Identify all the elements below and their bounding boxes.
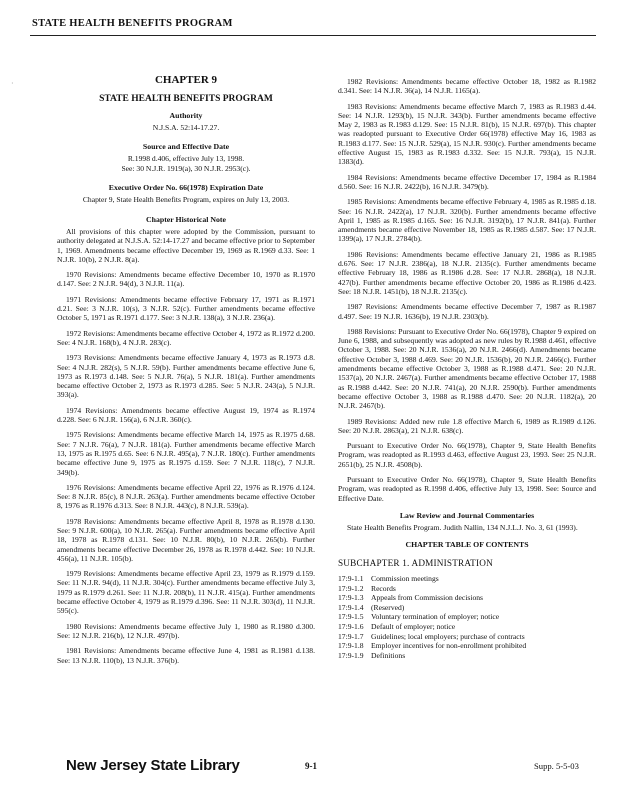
history-note: 1973 Revisions: Amendments became effective January 4, 1973 as R.1973 d.8. See: 4 N.J.R. 282(s), 5 N.J.R. 59(b). Further amendments became effective June 6, 1973 as R.1973 d.148. See: 5 N.J.R. 76(a), 5 N.J.R. 181(a). Further amendments became effective October 2, 1973 as R.1973 d.285. See: 5 N.J.R. 243(a), 5 N.J.R. 393(a). (57, 353, 315, 400)
history-note: 1975 Revisions: Amendments became effective March 14, 1975 as R.1975 d.68. See: 7 N.J.R. 76(a), 7 N.J.R. 181(a). Further amendments became effective March 13, 1975 as R.1975 d.65. See: 6 N.J.R. 495(a), 7 N.J.R. 180(c). Further amendments became effective June 9, 1975 as R.1975 d.159. See: 7 N.J.R. 118(c), 7 N.J.R. 349(b). (57, 430, 315, 477)
toc-item[interactable]: 17:9-1.7 Guidelines; local employers; purchase of contracts (338, 631, 525, 641)
history-note: 1982 Revisions: Amendments became effective October 18, 1982 as R.1982 d.341. See: 14 N.J.R. 36(a), 14 N.J.R. 1165(a). (338, 77, 596, 96)
history-note: All provisions of this chapter were adopted by the Commission, pursuant to authority delegated at N.J.S.A. 52:14-17.27 and became effective prior to September 1, 1969. Amendments became effective December 19, 1969 as R.1969 d.33. See: 1 N.J.R. 10(b), 2 N.J.R. 8(a). (57, 226, 315, 264)
page-number: 9-1 (305, 761, 317, 771)
history-note: 1980 Revisions: Amendments became effective July 1, 1980 as R.1980 d.300. See: 12 N.J.R. 216(b), 12 N.J.R. 497(b). (57, 621, 315, 640)
toc-list (338, 574, 596, 660)
history-note: 1984 Revisions: Amendments became effective December 17, 1984 as R.1984 d.560. See: 16 N.J.R. 2422(b), 16 N.J.R. 3479(b). (338, 172, 596, 191)
header-rule (30, 35, 596, 36)
history-note: 1985 Revisions: Amendments became effective February 4, 1985 as R.1985 d.18. See: 16 N.J.R. 2422(a), 17 N.J.R. 320(b). Further amendments became effective April 1, 1985 as R.1985 d.165. See: 16 N.J.R. 3192(b), 17 N.J.R. 841(a). Further amendments became effective November 18, 1985 as R.1985 d.587. See: 17 N.J.R. 1399(a), 17 N.J.R. 2784(b). (338, 197, 596, 244)
left-column (57, 76, 315, 671)
law-review-heading: Law Review and Journal Commentaries (399, 510, 535, 520)
history-note: 1976 Revisions: Amendments became effective April 22, 1976 as R.1976 d.124. See: 8 N.J.R. 85(c), 8 N.J.R. 263(a). Further amendments became effective October 8, 1976 as R.1976 d.313. See: 8 N.J.R. 443(c), 8 N.J.R. 539(a). (57, 482, 315, 511)
history-note: 1970 Revisions: Amendments became effective December 10, 1970 as R.1970 d.147. See: 2 N.J.R. 94(d), 3 N.J.R. 11(a). (57, 270, 315, 289)
history-note: 1981 Revisions: Amendments became effective June 4, 1981 as R.1981 d.138. See: 13 N.J.R. 110(b), 13 N.J.R. 376(b). (57, 646, 315, 665)
running-head: STATE HEALTH BENEFITS PROGRAM (32, 18, 233, 29)
right-column (338, 77, 596, 660)
history-note: 1972 Revisions: Amendments became effective October 4, 1972 as R.1972 d.200. See: 4 N.J.R. 168(b), 4 N.J.R. 283(c). (57, 328, 315, 347)
toc-item[interactable]: 17:9-1.1 Commission meetings (338, 574, 439, 584)
history-note: 1979 Revisions: Amendments became effective April 23, 1979 as R.1979 d.159. See: 11 N.J.R. 94(d), 11 N.J.R. 304(c). Further amendments became effective July 3, 1979 as R.1979 d.261. See: 11 N.J.R. 208(b), 11 N.J.R. 415(a). Further amendments became effective October 4, 1979 as R.1979 d.396. See: 11 N.J.R. 303(d), 11 N.J.R. 595(c). (57, 569, 315, 616)
toc-item[interactable]: 17:9-1.8 Employer incentives for non-enrollment prohibited (338, 641, 527, 651)
source-heading: Source and Effective Date (142, 142, 230, 152)
toc-item[interactable]: 17:9-1.5 Voluntary termination of employer; notice (338, 612, 500, 622)
subchapter-heading: SUBCHAPTER 1. ADMINISTRATION (338, 557, 493, 568)
source-line-2: See: 30 N.J.R. 1919(a), 30 N.J.R. 2953(c). (121, 163, 251, 173)
readoption-note: Pursuant to Executive Order No. 66(1978), Chapter 9, State Health Benefits Program, was readopted as R.1998 d.406, effective July 13, 1998. See: Source and Effective Date. (338, 474, 596, 503)
history-note: 1989 Revisions: Added new rule 1.8 effective March 6, 1989 as R.1989 d.126. See: 20 N.J.R. 2863(a), 21 N.J.R. 638(c). (338, 416, 596, 435)
authority-text: N.J.S.A. 52:14-17.27. (152, 122, 220, 132)
toc-item[interactable]: 17:9-1.2 Records (338, 583, 396, 593)
supplement-date: Supp. 5-5-03 (534, 761, 579, 771)
history-note: 1978 Revisions: Amendments became effective April 8, 1978 as R.1978 d.130. See: 9 N.J.R. 600(a), 10 N.J.R. 265(a). Further amendments became effective April 18, 1978 as R.1978 d.131. See: 10 N.J.R. 80(b), 10 N.J.R. 265(b). Further amendments became effective December 26, 1978 as R.1978 d.442. See: 10 N.J.R. 456(a), 11 N.J.R. 105(b). (57, 516, 315, 563)
history-note: 1987 Revisions: Amendments became effective December 7, 1987 as R.1987 d.497. See: 19 N.J.R. 1636(b), 19 N.J.R. 2303(b). (338, 302, 596, 321)
history-heading: Chapter Historical Note (146, 214, 226, 224)
chapter-number: CHAPTER 9 (154, 74, 218, 86)
margin-mark: · (11, 79, 14, 88)
history-note: 1971 Revisions: Amendments became effective February 17, 1971 as R.1971 d.21. See: 3 N.J.R. 10(s), 3 N.J.R. 52(c). Further amendments became effective October 5, 1971 as R.1971 d.177. See: 3 N.J.R. 138(a), 3 N.J.R. 236(a). (57, 294, 315, 323)
eo-text: Chapter 9, State Health Benefits Program, expires on July 13, 2003. (82, 195, 290, 205)
law-review-text: State Health Benefits Program. Judith Nallin, 134 N.J.L.J. No. 3, 61 (1993). (347, 523, 578, 533)
toc-heading: CHAPTER TABLE OF CONTENTS (405, 540, 529, 550)
readoption-note: Pursuant to Executive Order No. 66(1978), Chapter 9, State Health Benefits Program, was readopted as R.1993 d.463, effective August 23, 1993. See: 25 N.J.R. 2651(b), 25 N.J.R. 4508(b). (338, 441, 596, 469)
library-footer: New Jersey State Library (66, 757, 240, 774)
toc-item[interactable]: 17:9-1.9 Definitions (338, 650, 406, 660)
authority-heading: Authority (169, 110, 203, 120)
source-line-1: R.1998 d.406, effective July 13, 1998. (127, 154, 245, 164)
history-note: 1988 Revisions: Pursuant to Executive Order No. 66(1978), Chapter 9 expired on June 6, 1988, and subsequently was adopted as new rules by R.1988 d.461, effective October 3, 1988. See: 20 N.J.R. 1536(a), 20 N.J.R. 2466(d). Amendments became effective October 3, 1988 d.469. See: 20 N.J.R. 1536(b), 20 N.J.R. 2466(c). Further amendments became effective October 3, 1988 as R.1988 d.471. See: 20 N.J.R. 1537(a), 20 N.J.R. 2467(a). Further amendments became effective October 17, 1988 as R.1988 d.442. See: 20 N.J.R. 741(a), 20 N.J.R. 2590(b). Further amendments became effective October 3, 1988 as R.1988 d.470. See: 20 N.J.R. 1182(a), 20 N.J.R. 2467(b). (338, 326, 596, 411)
toc-item[interactable]: 17:9-1.6 Default of employer; notice (338, 622, 456, 632)
toc-item[interactable]: 17:9-1.4 (Reserved) (338, 602, 405, 612)
history-note: 1986 Revisions: Amendments became effective January 21, 1986 as R.1985 d.676. See: 17 N.J.R. 2386(a), 18 N.J.R. 2135(c). Further amendments became effective February 18, 1986 as R.1986 d.28. See: 17 N.J.R. 2868(a), 18 N.J.R. 427(b). Further amendments became effective October 20, 1986 as R.1986 d.423. See: 18 N.J.R. 1451(b), 18 N.J.R. 2135(c). (338, 249, 596, 296)
history-note: 1974 Revisions: Amendments became effective August 19, 1974 as R.1974 d.228. See: 6 N.J.R. 156(a), 6 N.J.R. 360(c). (57, 405, 315, 425)
toc-item[interactable]: 17:9-1.3 Appeals from Commission decisions (338, 593, 484, 603)
eo-heading: Executive Order No. 66(1978) Expiration Date (108, 183, 264, 193)
history-note: 1983 Revisions: Amendments became effective March 7, 1983 as R.1983 d.44. See: 14 N.J.R. 1293(b), 15 N.J.R. 343(b). Further amendments became effective May 2, 1983 as R.1983 d.129. See: 15 N.J.R. 81(b), 15 N.J.R. 697(b). This chapter was readopted pursuant to Executive Order 66(1978) effective May 16, 1983 as R.1983 d.177. See: 15 N.J.R. 529(a), 15 N.J.R. 930(c). Further amendments became effective August 15, 1983 as R.1983 d.332. See: 15 N.J.R. 793(a), 15 N.J.R. 1383(d). (338, 101, 596, 167)
chapter-title: STATE HEALTH BENEFITS PROGRAM (99, 94, 273, 105)
